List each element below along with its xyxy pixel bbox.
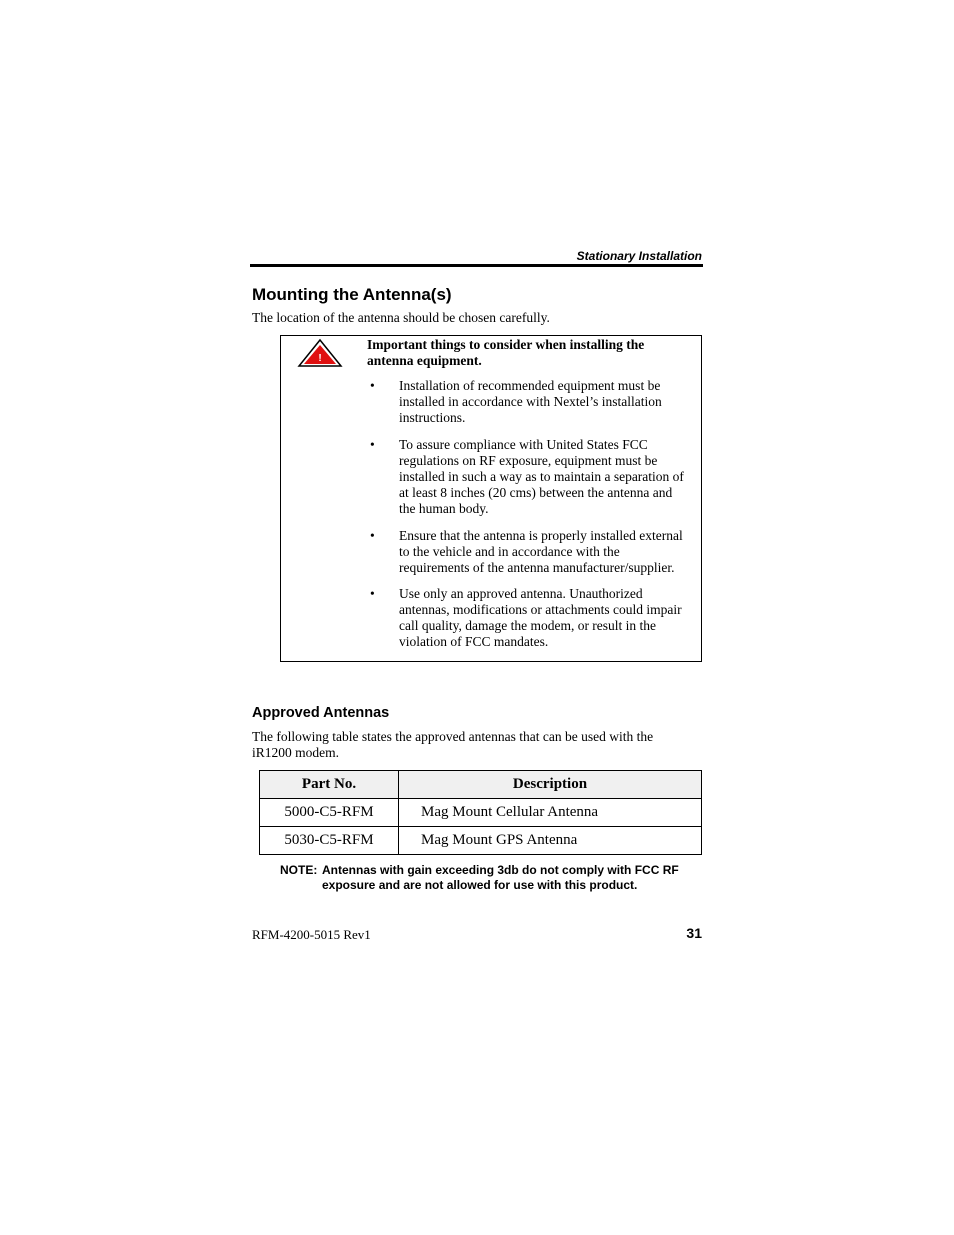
header-rule bbox=[250, 264, 703, 267]
bullet-icon: • bbox=[370, 528, 375, 543]
table-header-row bbox=[260, 771, 702, 799]
header-description: Description bbox=[399, 771, 702, 799]
note-label: NOTE: bbox=[280, 863, 318, 877]
bullet-icon: • bbox=[370, 437, 375, 452]
page-number: 31 bbox=[686, 925, 702, 941]
table-row bbox=[260, 799, 702, 827]
note-text: Antennas with gain exceeding 3db do not comply with FCC RF exposure and are not allowed for use with this product. bbox=[322, 863, 679, 892]
part-number-cell: 5000-C5-RFM bbox=[260, 799, 399, 827]
running-head: Stationary Installation bbox=[576, 249, 702, 263]
warning-title: Important things to consider when installing the antenna equipment. bbox=[367, 337, 645, 368]
document-id: RFM-4200-5015 Rev1 bbox=[252, 927, 371, 942]
warning-icon bbox=[296, 337, 344, 374]
bullet-text: To assure compliance with United States FCC regulations on RF exposure, equipment must be installed in such a way as to maintain a separation of at least 8 inches (20 cms) between the antenna and the human body. bbox=[399, 437, 684, 516]
part-number-cell: 5030-C5-RFM bbox=[260, 827, 399, 855]
bullet-text: Use only an approved antenna. Unauthorized antennas, modifications or attachments could impair call quality, damage the modem, or result in the violation of FCC mandates. bbox=[399, 586, 682, 649]
bullet-text: Ensure that the antenna is properly installed external to the vehicle and in accordance with the requirements of the antenna manufacturer/supplier. bbox=[399, 528, 683, 575]
bullet-text: Installation of recommended equipment must be installed in accordance with Nextel’s installation instructions. bbox=[399, 378, 662, 425]
table-row bbox=[260, 827, 702, 855]
approved-antennas-title: Approved Antennas bbox=[252, 705, 390, 721]
description-cell: Mag Mount GPS Antenna bbox=[399, 827, 702, 855]
section-title: Mounting the Antenna(s) bbox=[252, 285, 452, 304]
bullet-icon: • bbox=[370, 378, 375, 393]
header-part-no: Part No. bbox=[260, 771, 399, 799]
warning-icon-symbol: ! bbox=[318, 353, 322, 364]
approved-antennas-table bbox=[259, 770, 702, 855]
approved-antennas-intro: The following table states the approved antennas that can be used with the iR1200 modem. bbox=[252, 729, 654, 760]
section-intro: The location of the antenna should be chosen carefully. bbox=[252, 310, 550, 325]
bullet-icon: • bbox=[370, 586, 375, 601]
description-cell: Mag Mount Cellular Antenna bbox=[399, 799, 702, 827]
